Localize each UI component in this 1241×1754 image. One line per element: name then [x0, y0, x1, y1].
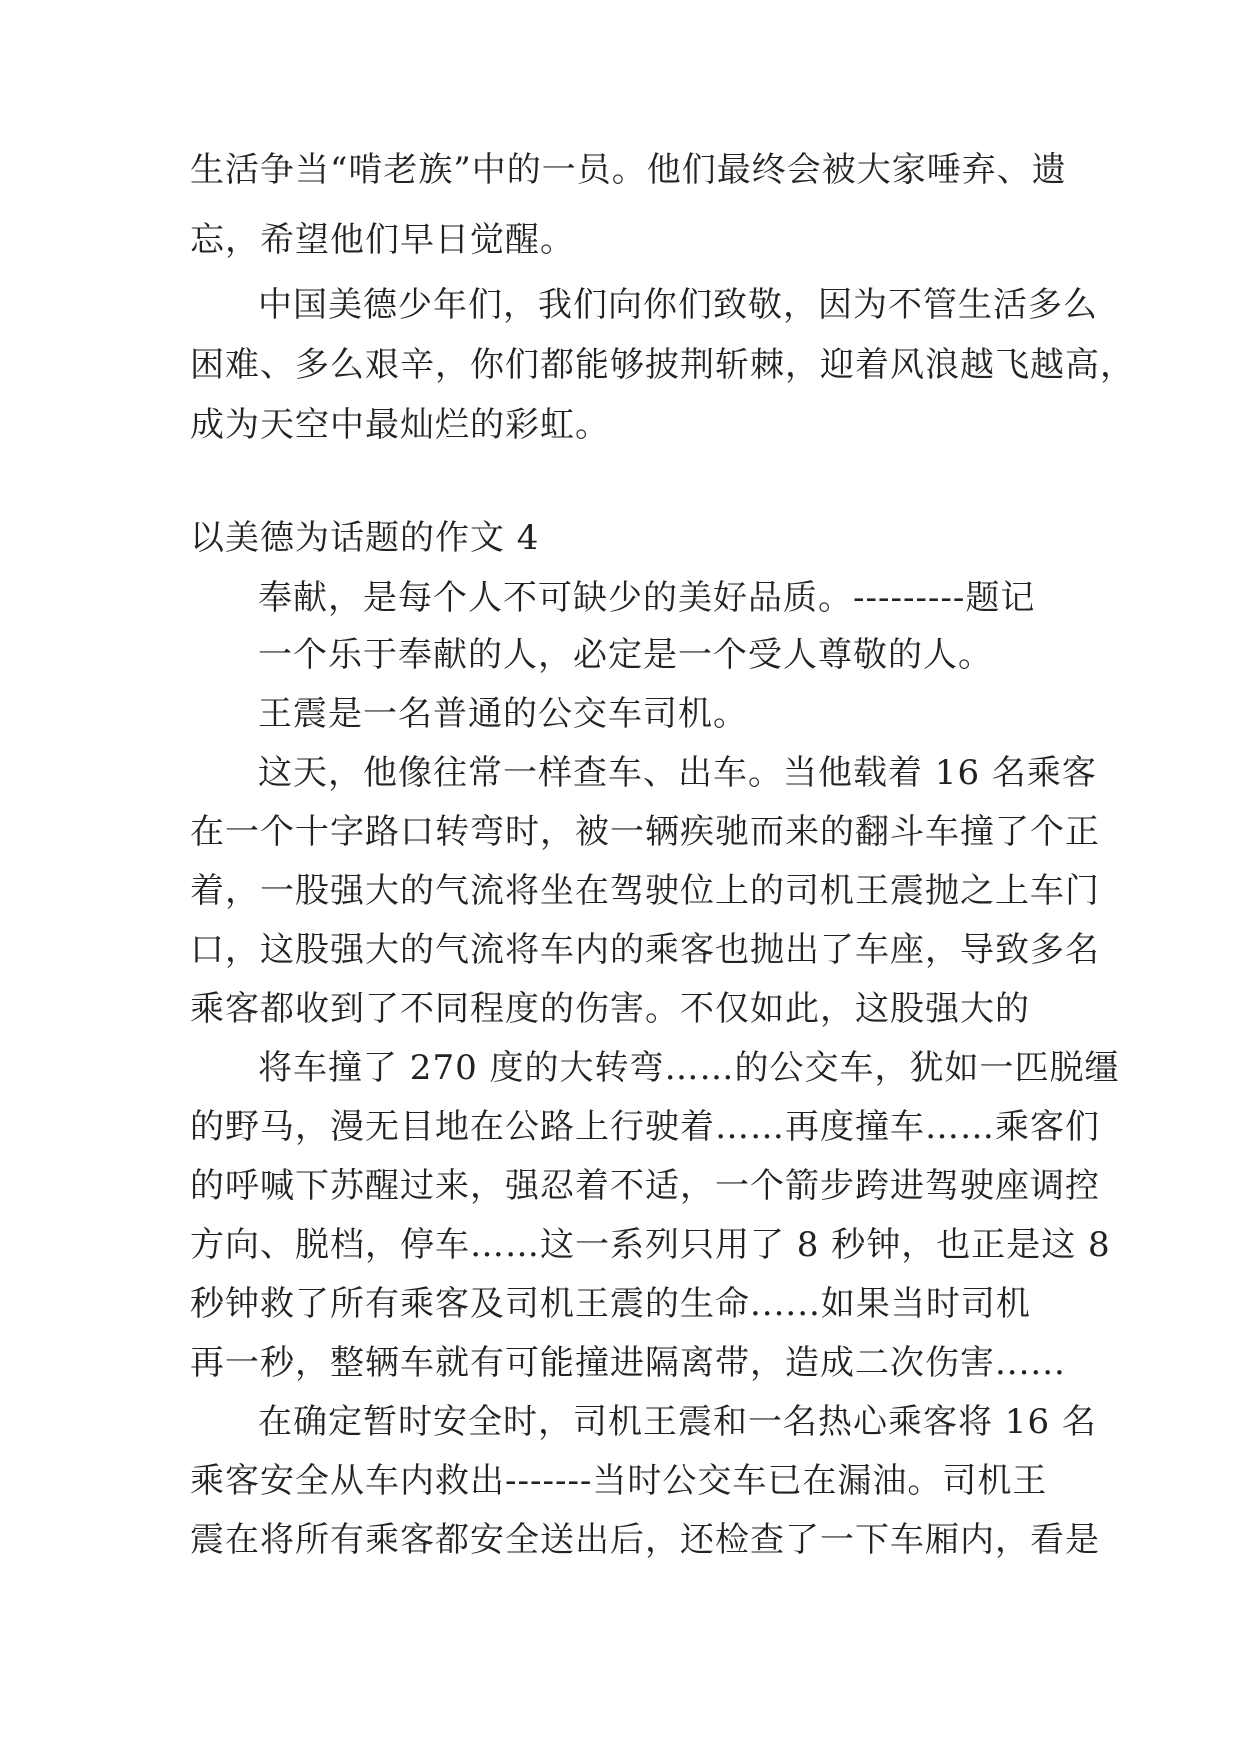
- text-line: 在一个十字路口转弯时，被一辆疾驰而来的翻斗车撞了个正: [190, 812, 1100, 852]
- text-line: 着，一股强大的气流将坐在驾驶位上的司机王震抛之上车门: [190, 871, 1100, 911]
- text-line: 的野马，漫无目地在公路上行驶着……再度撞车……乘客们: [190, 1107, 1100, 1147]
- paragraph-start: 在确定暂时安全时，司机王震和一名热心乘客将 16 名: [258, 1402, 1097, 1442]
- paragraph-start: 将车撞了 270 度的大转弯……的公交车，犹如一匹脱缰: [258, 1048, 1120, 1088]
- paragraph-start: 一个乐于奉献的人，必定是一个受人尊敬的人。: [258, 635, 993, 675]
- paragraph-start: 这天，他像往常一样查车、出车。当他载着 16 名乘客: [258, 753, 1097, 793]
- text-line: 的呼喊下苏醒过来，强忍着不适，一个箭步跨进驾驶座调控: [190, 1166, 1100, 1206]
- text-line: 方向、脱档，停车……这一系列只用了 8 秒钟，也正是这 8: [190, 1225, 1111, 1265]
- paragraph-start: 王震是一名普通的公交车司机。: [258, 694, 748, 734]
- section-title: 以美德为话题的作文 4: [190, 518, 540, 558]
- text-line: 秒钟救了所有乘客及司机王震的生命......如果当时司机: [190, 1284, 1031, 1324]
- paragraph-start: 奉献，是每个人不可缺少的美好品质。---------题记: [258, 578, 1036, 618]
- text-line: 乘客都收到了不同程度的伤害。不仅如此，这股强大的: [190, 989, 1030, 1029]
- text-line: 忘，希望他们早日觉醒。: [190, 220, 575, 260]
- text-line: 再一秒，整辆车就有可能撞进隔离带，造成二次伤害......: [190, 1343, 1066, 1383]
- text-line: 成为天空中最灿烂的彩虹。: [190, 405, 610, 445]
- text-line: 震在将所有乘客都安全送出后，还检查了一下车厢内，看是: [190, 1520, 1100, 1560]
- text-line: 生活争当“啃老族”中的一员。他们最终会被大家唾弃、遗: [190, 150, 1067, 190]
- text-line: 口，这股强大的气流将车内的乘客也抛出了车座，导致多名: [190, 930, 1100, 970]
- text-line: 困难、多么艰辛，你们都能够披荆斩棘，迎着风浪越飞越高，: [190, 345, 1135, 385]
- paragraph-start: 中国美德少年们，我们向你们致敬，因为不管生活多么: [258, 285, 1098, 325]
- text-line: 乘客安全从车内救出-------当时公交车已在漏油。司机王: [190, 1461, 1048, 1501]
